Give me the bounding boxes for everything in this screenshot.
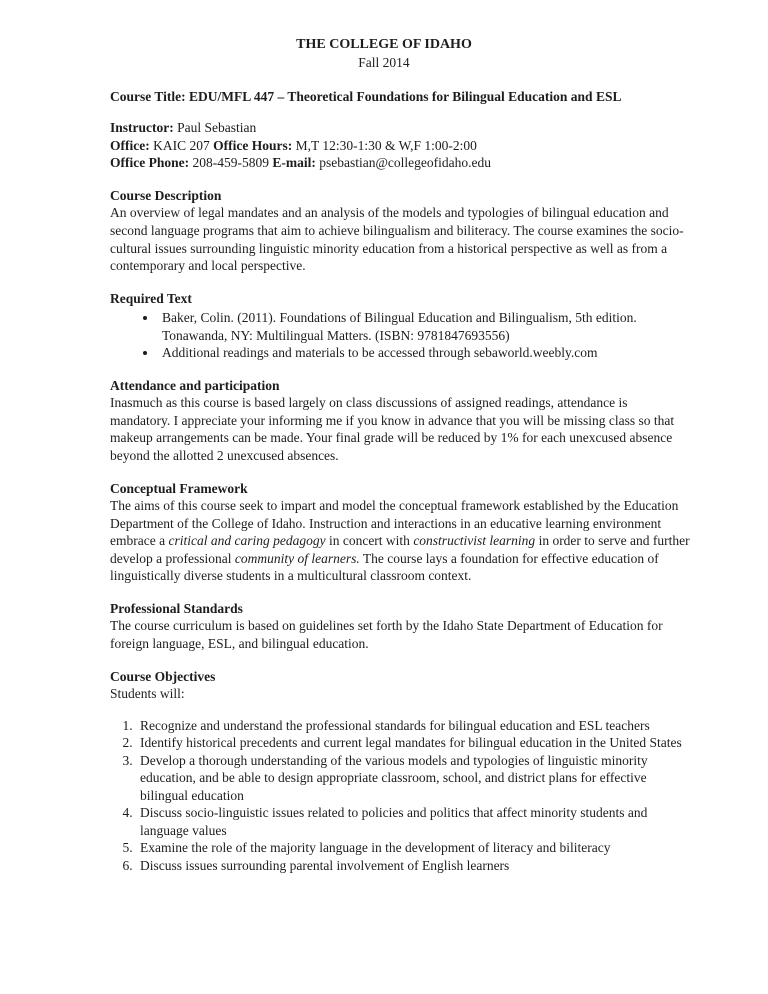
list-item: • Baker, Colin. (2011). Foundations of Bilingual Education and Bilingualism, 5th edition. Tonawanda, NY: Multilingual Matters. (ISBN: 9781847693556) <box>158 309 690 344</box>
list-item: • Additional readings and materials to be accessed through sebaworld.weebly.com <box>158 344 690 362</box>
italic-text-run: constructivist learning <box>413 533 536 549</box>
italic-text-run: critical and caring pedagogy <box>168 533 326 549</box>
section-attendance <box>110 377 690 465</box>
objective-item: 2. Identify historical precedents and current legal mandates for bilingual education in the United States <box>136 734 690 752</box>
institution-title: THE COLLEGE OF IDAHO <box>296 37 472 52</box>
phone-email-line <box>110 154 690 172</box>
section-conceptual-framework <box>110 480 690 585</box>
section-heading: Required Text <box>110 290 192 306</box>
instructor-line <box>110 119 690 137</box>
objectives-intro: Students will: <box>110 686 185 702</box>
objective-item: 3. Develop a thorough understanding of the various models and typologies of linguistic minority education, and be able to design appropriate classroom, school, and district plans for effective bilingual education <box>136 752 690 805</box>
instructor-block <box>110 119 690 172</box>
office-hours-label: Office Hours: <box>213 137 293 153</box>
text-run: in concert with <box>325 533 414 549</box>
section-body: The course curriculum is based on guidelines set forth by the Idaho State Department of Education for foreign language, ESL, and bilingual education. <box>110 618 663 651</box>
section-body: An overview of legal mandates and an analysis of the models and typologies of bilingual education and second language programs that aim to achieve bilingualism and biliteracy. The course examines the socio-cultural issues surrounding linguistic minority education from a historical perspective as well as from a contemporary and local perspective. <box>110 205 684 274</box>
office-hours-value: M,T 12:30-1:30 & W,F 1:00-2:00 <box>295 137 477 153</box>
email-value: psebastian@collegeofidaho.edu <box>319 155 491 171</box>
section-heading: Attendance and participation <box>110 377 280 393</box>
objectives-list <box>110 717 690 875</box>
email-label: E-mail: <box>272 155 316 171</box>
section-heading: Conceptual Framework <box>110 480 248 496</box>
section-heading: Course Objectives <box>110 668 216 684</box>
section-heading: Professional Standards <box>110 600 243 616</box>
document-header <box>0 36 768 72</box>
office-label: Office: <box>110 137 150 153</box>
section-professional-standards <box>110 600 690 653</box>
course-title: Course Title: EDU/MFL 447 – Theoretical Foundations for Bilingual Education and ESL <box>110 88 622 104</box>
text-run: The aims of this course seek to impart and model the conceptual framework established by the Education Department of the College of Idaho. Instruction and interactions in an educative learning environment embrace a <box>110 498 679 549</box>
text-run: The course lays a foundation for effective education of linguistically diverse students in a multicultural classroom context. <box>110 550 659 584</box>
office-phone-label: Office Phone: <box>110 155 190 171</box>
instructor-name: Paul Sebastian <box>177 120 257 136</box>
section-body: Inasmuch as this course is based largely on class discussions of assigned readings, attendance is mandatory. I appreciate your informing me if you know in advance that you will be missing class so that makeup arrangements can be made. Your final grade will be reduced by 1% for each unexcused absence beyond the allotted 2 unexcused absences. <box>110 395 675 464</box>
section-course-objectives <box>110 668 690 875</box>
instructor-label: Instructor: <box>110 120 174 136</box>
section-body <box>110 497 690 585</box>
objective-item: 4. Discuss socio-linguistic issues related to policies and politics that affect minority students and language values <box>136 804 690 839</box>
office-line <box>110 137 690 155</box>
section-course-description <box>110 187 690 275</box>
text-run: in order to serve and further develop a professional <box>110 533 690 566</box>
required-text-list <box>110 309 690 362</box>
objective-item: 6. Discuss issues surrounding parental involvement of English learners <box>136 857 690 875</box>
objective-item: 5. Examine the role of the majority language in the development of literacy and biliteracy <box>136 839 690 857</box>
objective-item: 1. Recognize and understand the professional standards for bilingual education and ESL teachers <box>136 717 690 735</box>
office-phone-value: 208-459-5809 <box>192 155 269 171</box>
italic-text-run: community of learners. <box>234 550 360 566</box>
office-value: KAIC 207 <box>153 137 210 153</box>
section-heading: Course Description <box>110 187 222 203</box>
section-required-text <box>110 290 690 362</box>
term-label: Fall 2014 <box>358 55 410 71</box>
